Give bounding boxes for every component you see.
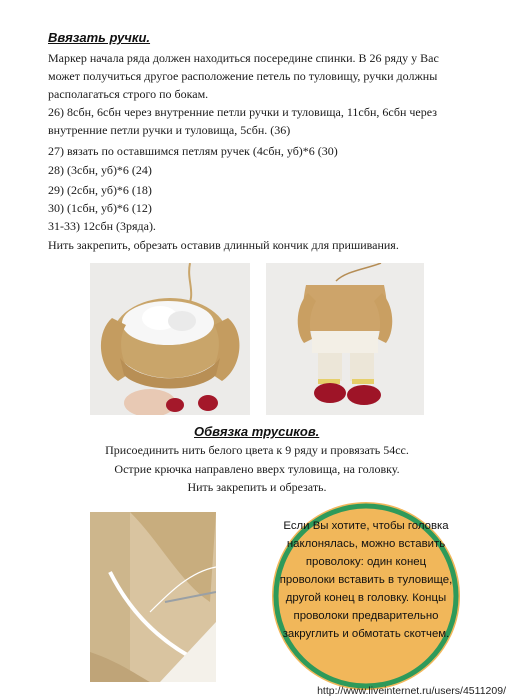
tip-line: другой конец в головку. Концы [285, 592, 447, 604]
tip-circle [268, 498, 464, 694]
tip-line: наклонялась, можно вставить [286, 538, 446, 550]
tip-line: проволоки предварительно [293, 610, 439, 622]
photo-doll-top-view [90, 263, 250, 415]
paragraph-line: внутренние петли ручки и туловища, 5сбн. (36) [48, 123, 291, 137]
photo-doll-body-standing [266, 263, 424, 415]
paragraph-line: 29) (2сбн, уб)*6 (18) [48, 183, 152, 197]
footer-source-url[interactable]: http://www.liveinternet.ru/users/4511209/ [317, 685, 506, 697]
paragraph-line: Присоединить нить белого цвета к 9 ряду и провязать 54сс. [105, 443, 409, 457]
paragraph-line: Нить закрепить и обрезать. [187, 480, 327, 494]
paragraph-line: Острие крючка направлено вверх туловища, на головку. [114, 462, 400, 476]
paragraph-line: 27) вязать по оставшимся петлям ручек (4сбн, уб)*6 (30) [48, 144, 338, 158]
paragraph-line: 30) (1сбн, уб)*6 (12) [48, 201, 152, 215]
section-heading-shorts: Обвязка трусиков. [194, 424, 320, 439]
tip-line: закруглить и обмотать скотчем. [282, 628, 450, 640]
tip-line: проволоки вставить в туловище, [279, 574, 453, 586]
tip-line: Если Вы хотите, чтобы головка [283, 520, 449, 532]
paragraph-line: Маркер начала ряда должен находиться посередине спинки. В 26 ряду у Вас [48, 51, 439, 65]
paragraph-line: располагаться строго по бокам. [48, 87, 209, 101]
paragraph-line: 31-33) 12сбн (3ряда). [48, 219, 156, 233]
paragraph-line: может получиться другое расположение петель по туловищу, ручки должны [48, 69, 438, 83]
section-heading-arms: Ввязать ручки. [48, 30, 151, 45]
paragraph-line: Нить закрепить, обрезать оставив длинный кончик для пришивания. [48, 238, 399, 252]
paragraph-line: 28) (3сбн, уб)*6 (24) [48, 163, 152, 177]
photo-crochet-closeup [90, 512, 216, 682]
paragraph-line: 26) 8сбн, 6сбн через внутренние петли ручки и туловища, 11сбн, 6сбн через [48, 105, 437, 119]
tip-line: проволоку: один конец [305, 556, 427, 568]
